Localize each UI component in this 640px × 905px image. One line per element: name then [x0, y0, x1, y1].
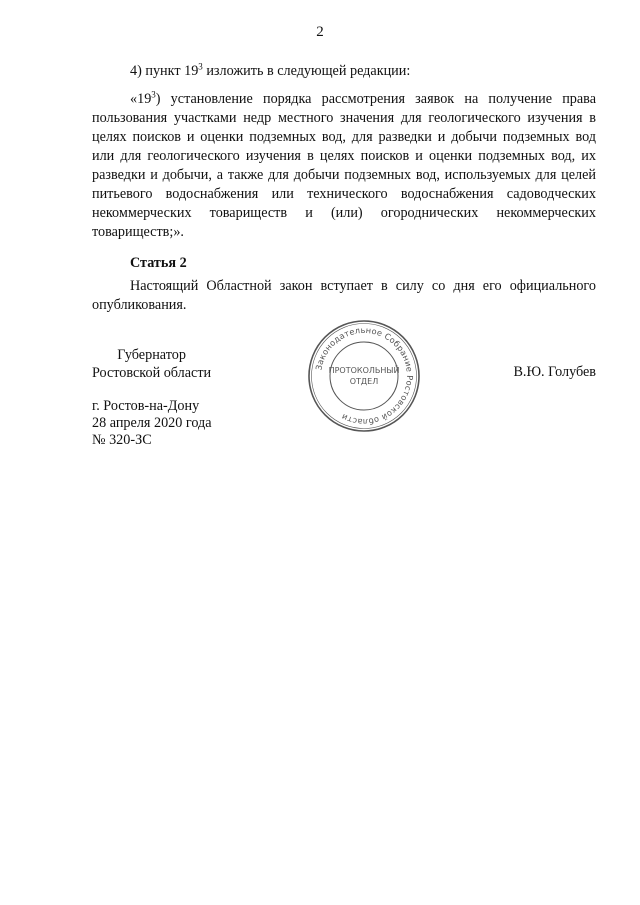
seal-inner-ring [330, 342, 398, 410]
amendment-quote-before: «19 [130, 91, 152, 107]
amendment-intro-after: изложить в следующей редакции: [202, 63, 411, 79]
seal-outer-text [313, 325, 415, 427]
city: г. Ростов-на-Дону [92, 398, 200, 414]
signature-position-line1: Губернатор [117, 347, 186, 363]
amendment-quote-text: ) установление порядка рассмотрения заявок на получение права пользования участками недр местного значения для геологического изучения в целях поисков и оценки подземных вод, для разведки и добычи подземных вод или для геологического изучения в целях поисков и оценки подземных вод, их разведки и добычи, а также для добычи подземных вод, используемых для целей питьевого водоснабжения или технического водоснабжения садоводческих некоммерческих товариществ и (или) огороднических некоммерческих товариществ;». [92, 91, 596, 240]
amendment-intro-superscript: 3 [198, 61, 203, 72]
amendment-intro [92, 62, 596, 81]
article-2-heading: Статья 2 [130, 255, 187, 271]
amendment-quote-superscript: 3 [151, 89, 156, 100]
law-number: № 320-ЗС [92, 432, 152, 448]
signature-position-line2: Ростовской области [92, 365, 212, 381]
signer-name: В.Ю. Голубев [513, 364, 596, 380]
seal-outer-text-path: Законодательное Собрание Ростовской области [313, 324, 416, 428]
amendment-quote [92, 90, 596, 242]
signature-position [92, 346, 211, 382]
article-2-body: Настоящий Областной закон вступает в силу со дня его официального опубликования. [92, 278, 596, 313]
place-date-block [92, 398, 212, 449]
seal-center-line1: ПРОТОКОЛЬНЫЙ [328, 366, 400, 375]
official-seal-stamp [306, 318, 422, 434]
seal-outer-ring [309, 321, 419, 431]
page-number: 2 [316, 24, 324, 40]
seal-outer-ring-inner [312, 324, 417, 429]
date: 28 апреля 2020 года [92, 415, 212, 431]
amendment-intro-before: 4) пункт 19 [130, 63, 199, 79]
seal-center-line2: ОТДЕЛ [349, 377, 379, 386]
